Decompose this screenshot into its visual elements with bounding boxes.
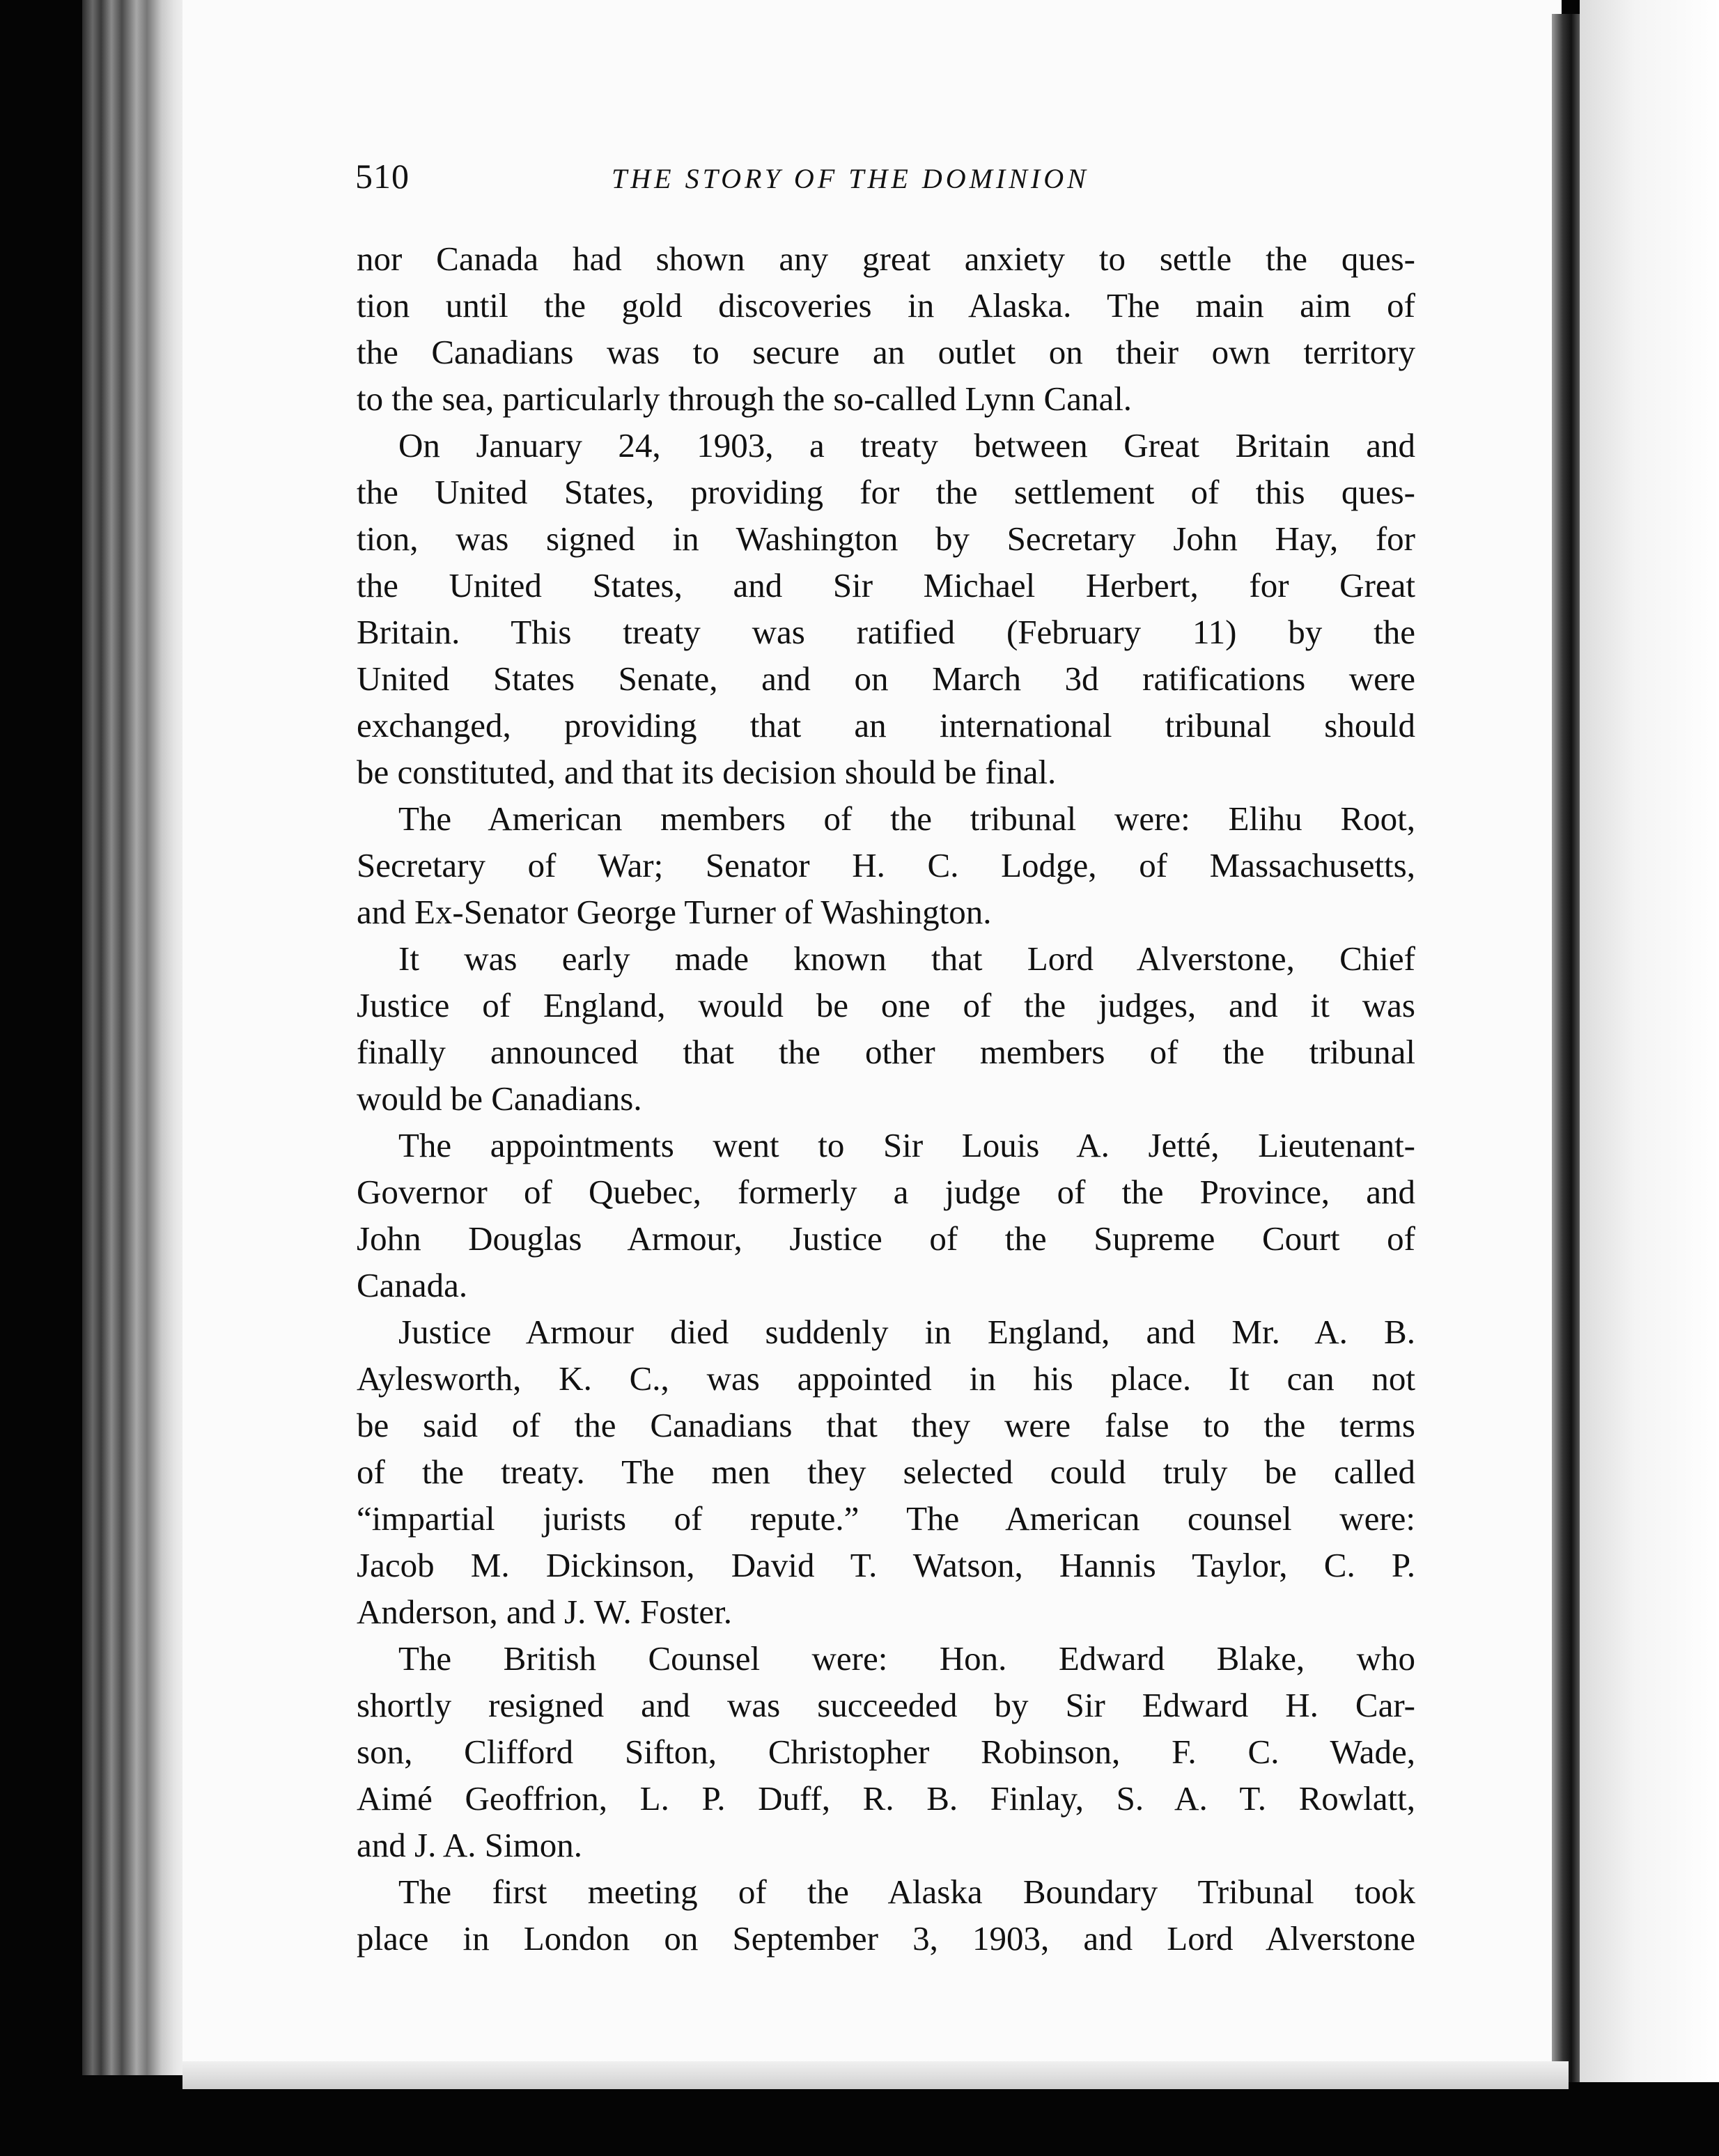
text-line: tion, was signed in Washington by Secretary John Hay, for <box>357 520 1415 558</box>
text-line: Anderson, and J. W. Foster. <box>357 1593 732 1631</box>
text-line: The appointments went to Sir Louis A. Jetté, Lieutenant- <box>398 1126 1415 1164</box>
text-line: United States Senate, and on March 3d ratifications were <box>357 659 1415 698</box>
text-line: Aimé Geoffrion, L. P. Duff, R. B. Finlay, S. A. T. Rowlatt, <box>357 1779 1415 1818</box>
text-line: would be Canadians. <box>357 1079 642 1118</box>
text-line: Secretary of War; Senator H. C. Lodge, of Massachusetts, <box>357 846 1415 884</box>
text-line: The British Counsel were: Hon. Edward Blake, who <box>398 1639 1415 1678</box>
text-line: shortly resigned and was succeeded by Sir Edward H. Car- <box>357 1686 1415 1724</box>
text-line: be said of the Canadians that they were false to the terms <box>357 1406 1415 1444</box>
paragraph <box>357 235 1415 422</box>
paragraph <box>357 422 1415 795</box>
body-text <box>357 235 1415 1962</box>
text-line: the Canadians was to secure an outlet on their own territory <box>357 333 1415 371</box>
text-line: Britain. This treaty was ratified (February 11) by the <box>357 613 1415 651</box>
page-bottom-shadow <box>182 2061 1569 2089</box>
running-title: THE STORY OF THE DOMINION <box>612 163 1089 194</box>
text-line: Governor of Quebec, formerly a judge of the Province, and <box>357 1173 1415 1211</box>
text-line: the United States, and Sir Michael Herbert, for Great <box>357 566 1415 604</box>
paragraph <box>357 1635 1415 1868</box>
text-line: and J. A. Simon. <box>357 1826 582 1864</box>
text-line: Justice of England, would be one of the judges, and it was <box>357 986 1415 1024</box>
text-line: finally announced that the other members of the tribunal <box>357 1033 1415 1071</box>
paragraph <box>357 1868 1415 1962</box>
text-line: the United States, providing for the settlement of this ques- <box>357 473 1415 511</box>
text-line: It was early made known that Lord Alverstone, Chief <box>398 939 1415 978</box>
text-line: son, Clifford Sifton, Christopher Robinson, F. C. Wade, <box>357 1733 1415 1771</box>
text-line: and Ex-Senator George Turner of Washington. <box>357 893 992 931</box>
text-line: Jacob M. Dickinson, David T. Watson, Hannis Taylor, C. P. <box>357 1546 1415 1584</box>
text-line: On January 24, 1903, a treaty between Great Britain and <box>398 426 1415 464</box>
running-head <box>355 152 1421 201</box>
text-line: place in London on September 3, 1903, and Lord Alverstone <box>357 1919 1415 1958</box>
paragraph <box>357 795 1415 935</box>
text-line: Justice Armour died suddenly in England, and Mr. A. B. <box>398 1313 1415 1351</box>
text-line: The American members of the tribunal were: Elihu Root, <box>398 799 1415 838</box>
text-line: The first meeting of the Alaska Boundary Tribunal took <box>398 1873 1415 1911</box>
text-line: exchanged, providing that an international tribunal should <box>357 706 1415 744</box>
text-line: be constituted, and that its decision should be final. <box>357 753 1057 791</box>
text-line: “impartial jurists of repute.” The American counsel were: <box>357 1499 1415 1538</box>
text-line: tion until the gold discoveries in Alaska. The main aim of <box>357 286 1415 325</box>
book-spine <box>1552 14 1580 2082</box>
paragraph <box>357 1309 1415 1635</box>
text-line: to the sea, particularly through the so-called Lynn Canal. <box>357 380 1133 418</box>
text-line: nor Canada had shown any great anxiety to settle the ques- <box>357 240 1415 278</box>
paragraph <box>357 1122 1415 1309</box>
paragraph <box>357 935 1415 1122</box>
text-line: Aylesworth, K. C., was appointed in his place. It can not <box>357 1359 1415 1398</box>
page-edges <box>82 0 187 2075</box>
text-line: John Douglas Armour, Justice of the Supreme Court of <box>357 1219 1415 1258</box>
text-line: Canada. <box>357 1266 468 1304</box>
page-number: 510 <box>355 157 410 196</box>
text-line: of the treaty. The men they selected could truly be called <box>357 1453 1415 1491</box>
facing-page-edge <box>1580 0 1719 2082</box>
